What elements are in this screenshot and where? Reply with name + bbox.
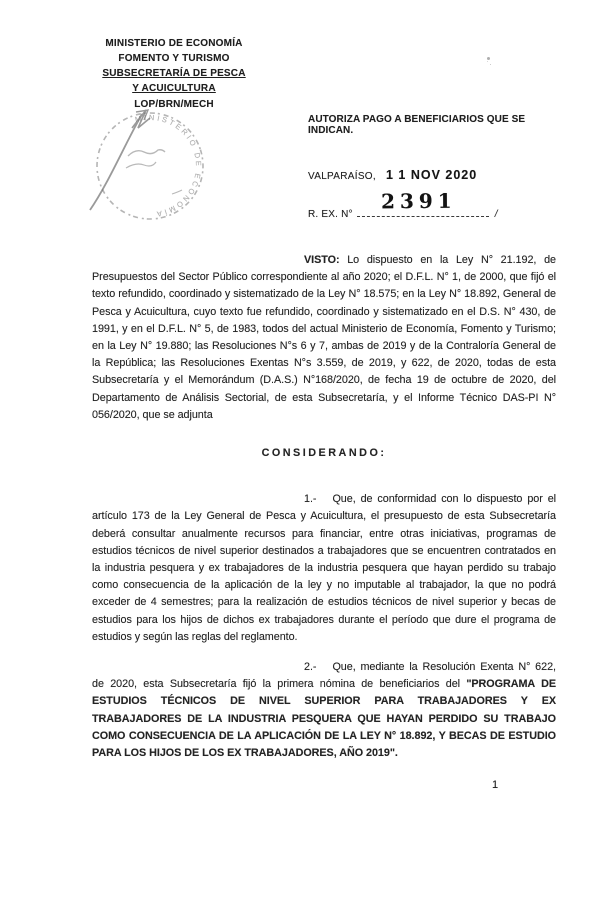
- ink-smudge: [487, 57, 490, 60]
- considerando-paragraph-2: [92, 659, 556, 762]
- letterhead-subsecretaria-line1: SUBSECRETARÍA DE PESCA: [102, 68, 246, 79]
- place-label: VALPARAÍSO,: [308, 171, 376, 182]
- resolution-number-line: [308, 188, 564, 220]
- letterhead-ministry-line1: MINISTERIO DE ECONOMÍA: [105, 38, 243, 49]
- svg-text:MINISTERIO DE ECONOMÍA: [123, 99, 217, 220]
- paragraph-1-number: 1.-: [304, 493, 317, 506]
- considerando-heading: CONSIDERANDO:: [261, 447, 387, 460]
- page-number: 1: [492, 779, 499, 791]
- visto-text: Lo dispuesto en la Ley N° 21.192, de Presupuestos del Sector Público correspondiente al año 2020; el D.F.L. N° 1, de 2000, que fijó el texto refundido, coordinado y sistematizado de la Ley N° 18.575; en la Ley N° 18.892, General de Pesca y Acuicultura, cuyo texto fue refundido, coordinado y sistematizado en el D.S. N° 430, de 1991, y en el D.F.L. N° 5, de 1983, todos del actual Ministerio de Economía, Fomento y Turismo; en la Ley N° 19.880; las Resoluciones N°s 6 y 7, ambas de 2019 y de la Contraloría General de la República; las Resoluciones Exentas N°s 3.559, de 2019, y 622, de 2020, todas de esta Subsecretaría y el Memorándum (D.A.S.) N°168/2020, de fecha 19 de octubre de 2020, del Departamento de Análisis Sectorial, de esta Subsecretaría, y el Informe Técnico DAS-PI N° 056/2020, que se adjunta: [92, 254, 556, 421]
- resolution-number-label: R. EX. N°: [308, 209, 353, 220]
- stamp-ring-text: MINISTERIO DE ECONOMÍA: [134, 112, 204, 219]
- visto-paragraph: [92, 252, 556, 424]
- resolution-number-suffix: /: [494, 209, 498, 220]
- stamp-inner-scribble: [126, 150, 182, 194]
- considerando-paragraph-1: [92, 491, 556, 646]
- visto-label: VISTO:: [304, 254, 340, 266]
- paragraph-1-text: Que, de conformidad con lo dispuesto por el artículo 173 de la Ley General de Pesca y Acuicultura, el presupuesto de esta Subsecretaría deberá consultar anualmente recursos para financiar, entre otras iniciativas, programas de estudios técnicos de nivel superior destinados a trabajadores que se encuentren contratados en la industria pesquera y ex trabajadores de la industria pesquera que hayan perdido su trabajo como consecuencia de la aplicación de la ley y no imputable al trabajador, la que no podrá exceder de 4 semestres; para la realización de estudios técnicos de nivel superior y becas de estudios para los hijos de dichos ex trabajadores durante el período que dure el programa de estudios y según las reglas del reglamento.: [92, 493, 556, 643]
- stamp-pen-stroke: [90, 110, 150, 210]
- resolution-number-value: 2391: [380, 188, 457, 214]
- resolution-subject: AUTORIZA PAGO A BENEFICIARIOS QUE SE INDICAN.: [308, 114, 526, 136]
- paragraph-2-text: Que, mediante la Resolución Exenta N° 622, de 2020, esta Subsecretaría fijó la primera nómina de beneficiarios del: [92, 661, 556, 691]
- letterhead-ministry-line2: FOMENTO Y TURISMO: [118, 53, 230, 64]
- place-date-line: [308, 168, 564, 182]
- header-right: [308, 114, 564, 220]
- document-body: [92, 252, 556, 762]
- letterhead-subsecretaria-line2: Y ACUICULTURA: [132, 83, 216, 94]
- letterhead-initials: LOP/BRN/MECH: [134, 99, 214, 110]
- date-stamp: 1 1 NOV 2020: [385, 168, 478, 182]
- paragraph-2-number: 2.-: [304, 661, 317, 674]
- paragraph-2-program-title: "PROGRAMA DE ESTUDIOS TÉCNICOS DE NIVEL SUPERIOR PARA TRABAJADORES Y EX TRABAJADORES DE LA INDUSTRIA PESQUERA QUE HAYAN PERDIDO SU TRABAJO COMO CONSECUENCIA DE LA APLICACIÓN DE LA LEY N° 18.892, Y BECAS DE ESTUDIO PARA LOS HIJOS DE LOS EX TRABAJADORES, AÑO 2019".: [92, 678, 556, 760]
- ink-stamp: [80, 98, 230, 238]
- resolution-blank-line: [357, 188, 489, 217]
